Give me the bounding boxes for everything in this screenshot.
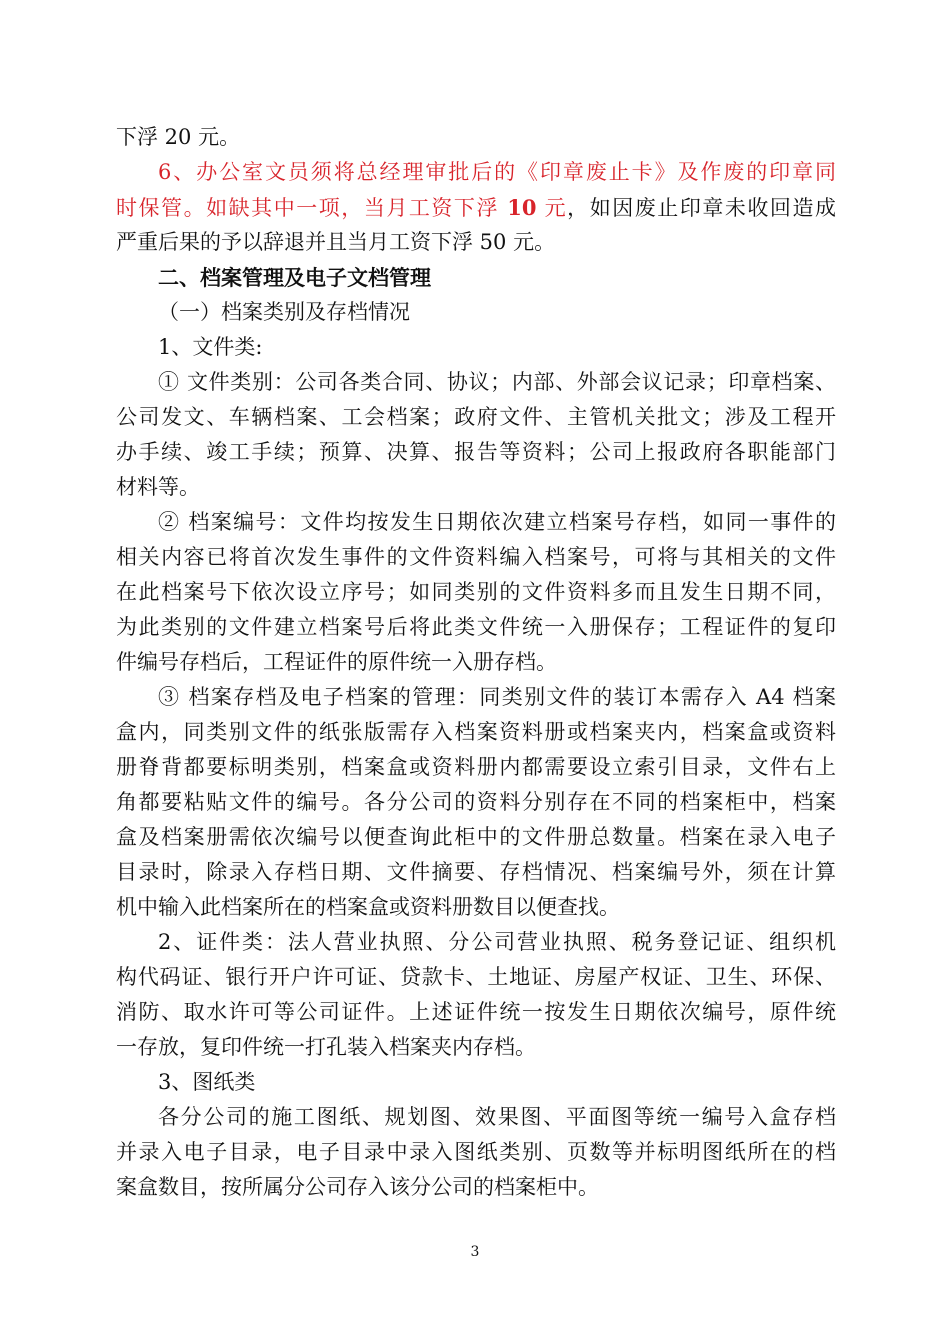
text-line: 为此类别的文件建立档案号后将此类文件统一入册保存；工程证件的复印 [116,615,836,639]
text-line [116,190,836,225]
text-line: 盒及档案册需依次编号以便查询此柜中的文件册总数量。档案在录入电子 [116,825,836,849]
page-number: 3 [470,1244,480,1260]
text-line: 办手续、竣工手续；预算、决算、报告等资料；公司上报政府各职能部门 [116,440,836,464]
text-run: 时保管。如缺其中一项，当月工资下浮 [116,196,508,220]
text-run: 6、办公室文员须将总经理审批后的《印章废止卡》及作废的印章同 [158,160,836,184]
text-line: 构代码证、银行开户许可证、贷款卡、土地证、房屋产权证、卫生、环保、 [116,965,836,989]
text-line: 角都要粘贴文件的编号。各分公司的资料分别存在不同的档案柜中，档案 [116,790,836,814]
text-line: ① 文件类别：公司各类合同、协议；内部、外部会议记录；印章档案、 [158,370,836,394]
text-line: 案盒数目，按所属分公司存入该分公司的档案柜中。 [116,1175,599,1199]
text-line: 下浮 20 元。 [116,125,241,149]
text-line: ③ 档案存档及电子档案的管理：同类别文件的装订本需存入 A4 档案 [158,685,836,709]
text-line: 盒内，同类别文件的纸张版需存入档案资料册或档案夹内，档案盒或资料 [116,720,836,744]
text-line: 2、证件类：法人营业执照、分公司营业执照、税务登记证、组织机 [158,930,836,954]
text-line: 相关内容已将首次发生事件的文件资料编入档案号，可将与其相关的文件 [116,545,836,569]
text-run: 10 [507,195,537,220]
text-line: 并录入电子目录，电子目录中录入图纸类别、页数等并标明图纸所在的档 [116,1140,836,1164]
text-line: 一存放，复印件统一打孔装入档案夹内存档。 [116,1035,536,1059]
text-line: 材料等。 [116,475,200,499]
text-line: 目录时，除录入存档日期、文件摘要、存档情况、档案编号外，须在计算 [116,860,836,884]
text-line [158,155,836,190]
text-line: 严重后果的予以辞退并且当月工资下浮 50 元。 [116,230,556,254]
text-line: 机中输入此档案所在的档案盒或资料册数目以便查找。 [116,895,620,919]
text-line: 公司发文、车辆档案、工会档案；政府文件、主管机关批文；涉及工程开 [116,405,836,429]
text-run: 元 [536,196,568,220]
text-line: 在此档案号下依次设立序号；如同类别的文件资料多而且发生日期不同， [116,580,836,604]
text-line: 1、文件类: [158,335,263,359]
text-line: ② 档案编号：文件均按发生日期依次建立档案号存档，如同一事件的 [158,510,836,534]
text-line: 册脊背都要标明类别，档案盒或资料册内都需要设立索引目录，文件右上 [116,755,836,779]
text-line: 各分公司的施工图纸、规划图、效果图、平面图等统一编号入盒存档 [158,1105,836,1129]
text-line: 二、档案管理及电子文档管理 [158,265,431,290]
text-line: （一）档案类别及存档情况 [158,300,410,324]
text-line: 件编号存档后，工程证件的原件统一入册存档。 [116,650,557,674]
text-run: ，如因废止印章未收回造成 [567,196,836,220]
text-line: 3、图纸类 [158,1070,256,1094]
text-line: 消防、取水许可等公司证件。上述证件统一按发生日期依次编号，原件统 [116,1000,836,1024]
